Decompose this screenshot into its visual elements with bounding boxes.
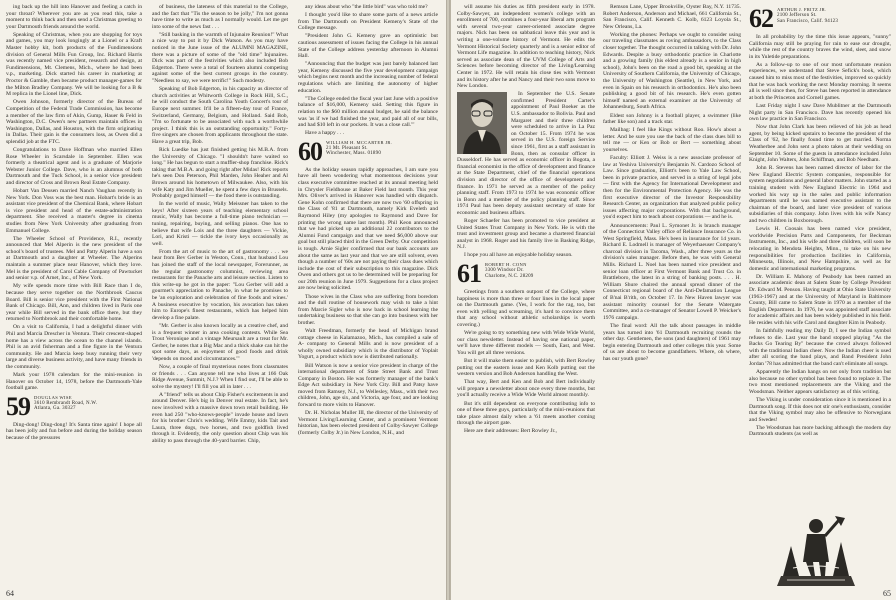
paragraph: Mailbag: I feel like Kings without Roo. How's about a letter. And be sure you use the back of the class dues bill to tell me — or Ken or Bob or Bert — something about yourselves.: [603, 127, 741, 153]
paragraph: Lewis H. Coosais has been named vice president, worldwide Precision Parts and Components, for Beckman Instruments, Inc., and his wife and three children, will soon be relocating in Mendota Heights, Minn., to take on his new responsibilities for production facilities in California, Minnesota, Illinois, and New Hampshire, as well as for domestic and international marketing programs.: [749, 226, 891, 272]
right-column-2: [603, 4, 741, 590]
paragraph: Walt Freedman, formerly the head of Michigan brand cottage cheese in Kalamazoo, Mich., has compiled a sale of A- company to General Mills and is now president of a wholly owned subsidiary which is the distributor of Yoplait Yogurt, a product which now is distributed nationally.: [298, 328, 438, 361]
paragraph: As the holiday season rapidly approaches, I am sure you have all been wondering what momentous decisions your class executive committee reached at its annual meeting held in Chrysler Fieldhouse at Baker Field last month. This year Mrs. Oliver's arrived in Hanover was handled with dispatch. Gene Kohn confirmed that there are now two '60 offspring in the Class of '81 at Dartmouth, namely Kirk Eveleth and Raymond Hiley (my apologies to Raymond and Dave for printing the wrong name last month). Phil Keon announced that we had picked up an additional 22 contributors to the Alumni Fund campaign and that we need $6,000 above our goal but still placed third in the Green Derby. Our competition is tough. Arnie Sigler confirmed that our bank accounts are about the same as last year and that we are still solvent, even though a number of '60s are not paying their class dues which include the cost of their subscription to this magazine. Dick Owen and others got us to be determined will be preparing for our 20th reunion in June 1979. Suggestions for a class project are now being solicited.: [298, 166, 438, 292]
paragraph: Have a happy . . .: [305, 130, 345, 137]
paragraph: Now that John Clark has been relieved of his job as head agent, by being kicked upstairs to become the president of the Class of '62, he finally found time to get married. Norma Weatherbee and John sent a photo taken at their wedding on September 10. Some of the guests in attendance included John Knight, John Walters, John Schiffman, and Bob Needham.: [749, 124, 891, 164]
paragraph: On a visit to California, I had a delightful dinner with Phil and Marcia Drescher in Ventura. Their crescent-shaped home has a view across the ocean to the channel islands. Phil is an avid fisherman and a fine figure in the Ventura community. He and Marcia keep busy running their very large and diverse business activity, and have many friends in the community.: [6, 324, 142, 370]
class-secretary-address: [777, 7, 838, 24]
left-col1-text: [6, 4, 142, 392]
paragraph: A "friend" tells us about Chip Fisher's excitements in and around Denver. He's big in Denver real estate. In fact, he's now involved with a massive down town retail building. He even had 250 "who-knows-people" invade house and lawn for his brother Chris's wedding. Wife Emmy, kids Tait and Laura, three dogs, two horses, and two goldfish lived through it. Evidently, the only question about Chip was his ability to pass through the 40-yard barrier. Chip,: [152, 391, 288, 444]
portrait-photo-art: [457, 92, 507, 154]
paragraph: Owen Johnson, formerly director of the Bureau of Competition of the Federal Trade Commission, has become a member of the law firm of Akin, Gump, Hauer & Feld in Washington, D.C. Owen's new partners maintain offices in Washington, Dallas, and Houston, with the firm originating in Dallas. Their gain is the consumers loss, as Owen did a splendid job at the FTC.: [6, 99, 142, 145]
paragraph: We're going to try something new with Wide Wide World, our class newsletter. Instead of having one national paper, we'll have three different models — South, East, and West. You will get all three versions.: [457, 330, 595, 356]
paragraph: The Wheeler School of Providence, R.I., recently announced that Mel Alperin is the new president of the school's board of trustees. Mel and Patty Alperin have a son at Dartmouth and a daughter at Wheeler. The Alperins maintain a summer place near Hanover, which they love. Mel is the president of Carol Cable Company of Pawtucket and senior v.p. of Arnet, Inc., of New York.: [6, 235, 142, 282]
class-heading-59: [6, 391, 142, 421]
paragraph: of business, the lateness of this material to the College, and the fact that "Tis the season to be jolly," I'm not gonna have time to write as much as I normally would. Let me get into some of the news fast . . .: [152, 4, 288, 30]
paragraph: John R. Stevens has been named director of labor for the New England Electric System companies, responsible for system negotiations and general labor matters. John started as a training student with New England Electric in 1964 and worked his way up in the sales and public information departments until he was named executive assistant to the chairman of the board, and later vice president of various subsidiaries of this company. John lives with his wife Nancy and two children in Boxborough.: [749, 165, 891, 225]
class-year-number: 60: [298, 136, 322, 166]
paragraph: Greetings from a southern outpost of the College, where happiness is more than three or four lines in the local paper on the Dartmouth game. (Yes, I work for the rag, too, but even with yelling and screaming, it's hard to convince them that any school without athletic scholarships is worth covering.): [457, 289, 595, 329]
paragraph: Faculty: Elliott J. Weiss is a new associate professor of law at Yeshiva University's Benjamin N. Cardozo School of Law. Since graduation, Elliott's been to Yale Law School, been in private practice, and served in a string of legal jobs — first with the Agency for International Development and then for the Environmental Protection Agency. He was the first executive director of the Investor Responsibility Research Center, an organization that analyzed public policy issues affecting major corporations. With that background, you'd expect him to teach about corporations — and he is.: [603, 155, 741, 221]
class-heading-61: [457, 259, 595, 289]
paragraph: I hope you all have an enjoyable holiday season.: [464, 252, 573, 259]
paragraph: In faithfully reading my Daily D, I see the Indian symbol refuses to die. Last year the band stopped playing "As the Backs Go Tearing By" because the crowd always followed with the traditional Indian cheer. Now the Indian cheer is used after all scoring the band plays, and Band President John Jordan '78 has admitted that the band can't eliminate all songs.: [749, 328, 891, 367]
paragraph: Dr. H. Nicholas Muller III, the director of the University of Vermont Living/Learning Center, and a prominent Vermont historian, has been elected president of Colby-Sawyer College (formerly Colby Jr.) in New London, N.H., and: [298, 410, 438, 436]
address-line: 21 Mt. Pleasant St.: [326, 145, 368, 151]
paragraph: Speaking of Christmas, when you are shopping for toys and games, you may look longingly at a Lionel or a Kraft Master hobby kit, both products of the Fundimensions division of General Mills Fun Group, Inc. Richard Harris was recently named vice president, research and design, at Fundimensions, Mt. Clemens, Mich., where he had been v.p., marketing. Dick started his career in marketing at Proctor & Gamble, then became product manager-games for the Milton Bradley Company. We will be looking for a B & M replica in the Lionel line, Dick.: [6, 31, 142, 98]
paragraph: In the world of music, Wally Meissner has taken to the keys! After sixteen years of teaching elementary school music, Wally has become a full-time piano technician — tuning, repairing, buying, and selling pianos. One has to believe that wife Lois and the three daughters — Vickie, Lori, and Kristi — tickle the ivory keys occasionally as well.: [152, 201, 288, 247]
paragraph: Working the phones: Perhaps we ought to consider using our traveling classmates as roving ambassadors, to the Class closer together. The thought occurred in talking with Dr. John Edwards. Despite a busy orthodontic practice in Charlotte and a growing family (his eldest already is a senior in high school), John's been on the road a good bit, speaking at the University of Southern California, the University of Chicago, the University of Washington (Seattle), in New York, and even in Spain on his research in orthodontics. He's also been publishing a good bit of his research. He's even gotten himself named an external examiner at the University of Johannesburg, South Africa.: [603, 31, 741, 111]
paragraph: "Mr. Gerber is also known locally as a creative chef, and is a frequent winner in area cooking contests. While Sea Trout Veronique and a vintage Meursault are a treat for Mr. Gerber, he notes that a Big Mac and a thick shake can hit the spot some days, as enjoyment of good foods and drink 'depends on mood and circumstances.'": [152, 322, 288, 362]
paragraph: Now, a couple of final mysterious notes from classmates or friends . . . Can anyone tell me who lives at 166 Oak Ridge Avenue, Summit, N.J.? When I find out, I'll be able to solve the mystery! I'll fill you all in later . . .: [152, 363, 288, 390]
paragraph: Apparently the Indian hangs on not only from tradition but also because no other symbol has been found to replace it. The two most mentioned replacements are the Viking and the Woodsman. Neither appears satisfactory as of this writing.: [749, 369, 891, 395]
class-secretary-name: ROBERT H. CONN: [485, 262, 527, 268]
paragraph: Rick Luedke has just finished getting his M.B.A. from the University of Chicago. "I shouldn't have waited so long." He has begun to start a muffler-shop franchise. Rick's taking that M.B.A. and going right after Midas! Rick reports he's seen Don Peterson, Phil Marden, John Heaher and Al Brown around his hometown of Milwaukee. Also, with his wife Katy and Jim Mueller, he spent a few days in Brussels. Probably gorged himself — the food there is outstanding.: [152, 146, 288, 200]
paragraph: In all probability by the time this issue appears, "sunny" California may still be praying for rain to ease our drought, while the rest of the country braves the wind, sleet, and snow in its Yuletide preparations.: [749, 34, 891, 60]
paragraph: Hobart Van Deusen married Nanch Vaughan recently in New York. Don Voss was the best man. Hobart's bride is an assistant vice president of the Chemical Bank, where Hobart is vice president and head of the estate-administration department. She received a master's degree in cinema studies from New York University after graduating from Emmanuel College.: [6, 188, 142, 234]
paragraph: From the art of music to the art of gastronomy . . . we hear from Bev Gerber in Weston, Conn., that husband Lou has joined the staff of the local newspaper, Forerunner, as the regular gastronomy columnist, reviewing area restaurants for the Panache arts and leisure section. Listen to this write-up he got in the paper: "Lou Gerber will add a gourmet's appreciation to Panache, in what he promises to be 'an exploration and celebration of fine foods and wines.' A business executive by vocation, his avocation has taken him to Europe's finest restaurants, which has helped him develop a fine palate.: [152, 248, 288, 321]
paragraph: "Announcing that the budget was just barely balanced last year, Kemeny discussed the five year development campaign which begins next month and the increasing number of federal regulations which are limiting the autonomy of higher education.: [298, 61, 438, 94]
paragraph: But it's still dependent on everyone contributing info to one of these three guys, particularly of the mini-reunions that take place almost daily when a '61 meets another coming through the airport gate.: [457, 400, 595, 427]
paragraph: That way, Bert and Ken and Bob and Bert individually will prepare a newsletter about once every three months, but you'll actually receive a Wide Wide World almost monthly.: [457, 379, 595, 399]
paragraph: Congratulations to Dave Hoffman who married Ellen Rose Wheeler in Scarsdale in September. Ellen was formerly a theatrical agent and is a graduate of Marjorie Webster Junior College. Dave, who is an alumnus of both Dartmouth and the Tuck School, is a senior vice president and director of Cross and Brown Real Estate Company.: [6, 146, 142, 186]
paragraph: will assume his duties as fifth president early in 1978. Colby-Sawyer, an independent women's college with an enrollment of 700, combines a four-year liberal arts program with several two-year career-oriented associate degree majors. Nick has been on sabbatical leave this year and is writing a one-volume history of Vermont. He edits the Vermont Historical Society quarterly and is a senior editor of Vermont Life magazine. In addition to teaching history, Nick served as associate dean of the UVM College of Arts and Sciences before becoming director of the Living/Learning Center in 1972. He will retain his close ties with Vermont and its history after he and Nancy and their two sons move to New London.: [457, 4, 595, 90]
address-line: Charlotte, N.C. 28209: [485, 273, 534, 279]
class-secretary-name: WILLIAM H. MCCARTER JR.: [326, 139, 393, 145]
address-line: Atlanta, Ga. 30327: [34, 406, 76, 412]
class-secretary-name: ARTHUR J. FRITZ JR.: [777, 7, 827, 12]
paragraph: The Viking is under consideration since it is mentioned in a Dartmouth song. If this does not stir one's enthusiasm, consider that the Viking symbol may also be offensive to Norwegians and Swedes!: [749, 396, 891, 423]
paragraph: any ideas about who "the little bird" was who told me?: [305, 4, 428, 10]
paragraph: Ding-dong! Ding-dong! It's Santa time again! I hope all has been jolly and fun before and during the holiday season because of the pressures: [6, 421, 142, 442]
address-line: 2100 Jefferson St.: [777, 12, 817, 18]
paragraph: Speaking of Bob Edgerton, in his capacity as director of church activities at Whitworth College in Rock Hill, S.C., he will conduct the South Carolina Youth Concert's tour of Europe next summer. It'll be a fifteen-day tour of France, Switzerland, Germany, Belgium, and Holland. Said Bob, "I'm so fortunate to be associated with such a worthwhile project. I think this is an outstanding opportunity." Forty-five singers are chosen from applicants throughout the state. Have a great trip, Bob.: [152, 86, 288, 145]
paragraph: As a follow-up to one of our most unfortunate reunion experiences, we understand that Steve Sefick's book, which caused him to miss most of the festivities, improved so quickly that he was back working the next Monday morning. It seems all is well since then, for Steve has been reported in attendance at both the Princeton and Cornell games.: [749, 61, 891, 101]
paragraph: Remson Lane, Upper Brookville, Oyster Bay, N.Y. 11735. Robert Anderson, Anderson and Michael, 661 California St., San Francisco, Calif. Kenneth C. Kolb, 6123 Loyola St., New Orleans, La.: [603, 4, 741, 30]
class-secretary-address: [34, 395, 97, 412]
left-column-3: [298, 4, 438, 590]
class-heading-62: [749, 4, 891, 33]
class-year-number: 59: [6, 391, 30, 421]
paragraph: In September the U.S. Senate confirmed President Carter's appointment of Paul Boeker as the U.S. ambassador to Bolivia. Paul and Margaret and their three children were scheduled to arrive in La Paz on October 15. From 1974 he was served in the U.S. foreign Service since 1961, first as a staff assistant in Bonn, then as consular officer in Dusseldorf. He has served as economic officer in Bogota, a financial economist in the office of development and finance at the State Department, chief of the financial operations division and director of the office of development and finance. In 1971 he served as a member of the policy planning staff. From 1973 to 1974 he was economic officer in Bonn and a member of the policy planning staff. Since 1974 Paul has been deputy assistant secretary of state for economic and business affairs.: [457, 91, 595, 216]
portrait-photo: [457, 92, 507, 154]
class-secretary-address: [326, 140, 392, 157]
class-secretary-name: DOUGLAS WISE: [34, 394, 72, 400]
class-year-number: 61: [457, 259, 481, 289]
paragraph: The final word: All the talk about passages in middle years has turned into '61 Dartmouth recruiting rounds the other day. Gentlemen, the sons (and daughters) of 1961 may begin entering Dartmouth and other colleges this year. Some of us are about to become grandfathers. Where, oh where, has our youth gone?: [603, 322, 741, 362]
paragraph: "President John G. Kemeny gave an optimistic but cautious assessment of issues facing the College in his annual State of the College address yesterday afternoon in Alumni Hall.: [298, 33, 438, 60]
paragraph: Dr. William E. Mahony of Peabody has been named an associate academic dean at Salem State by College President Dr. Edward M. Penson. Having taught at Ohio State University (1963-1967) and at the University of Maryland in Baltimore County, Bill came to Salem State in 1970 as a member of the English Department. In 1976, he was appointed staff associate for academic affairs and has been widely published in his field. He resides with his wife Carol and daughter Kim in Peabody.: [749, 273, 891, 326]
class-secretary-address: [485, 262, 534, 279]
right-column-3: [749, 4, 891, 504]
class-heading-60: [298, 136, 438, 166]
paragraph: ing back up the hill into Hanover and feeling a catch in your throat? Wherever you are as you read this, take a moment to think back and then send a Christmas greeting to your Dartmouth friends around the world.: [6, 4, 142, 30]
address-line: 3610 Rembrandt Road, N.W.: [34, 400, 98, 406]
page-number: 64: [6, 589, 14, 598]
right-column-1: [457, 4, 595, 590]
paragraph: But it will make them easier to publish, with Bert Rowley putting out the eastern issue and Ken Kolb putting out the western version and Bob Anderson handling the West.: [457, 358, 595, 378]
paragraph: The Woodsman has more backing although the modern day Dartmouth students (as well as: [749, 424, 891, 438]
paragraph: "Still basking in the warmth of Injunaire Reunion!" What a nice way to put it by Dick Watson. As you may have noticed in the June issue of the ALUMNI MAGAZINE, there was a picture of some of the "old time" Injunaires. Dick was part of the festivities which also included Bob Edgerton. There were a total of fourteen alumni competing against some of the best current groups in the country. "Needless to say, we were terrific!" Such modesty.: [152, 31, 288, 85]
paragraph: Mark your 1978 calendars for the mini-reunion in Hanover on October 14, 1978, before the Dartmouth-Yale football game.: [6, 372, 142, 392]
address-line: Winchester, Mass. 01890: [326, 151, 382, 157]
paragraph: Announcements: Paul L. Symonet Jr. is branch manager of the Connecticut Valley office of Reliance Insurance Co. in West Springfield, Mass. He's been in insurance for 14 years. Richard E. Lodmell is manager of Weyerhaeuser Company's charcoal division in Tacoma, Wash., after three years as the division's sales manager. Before then, he was with General Mills. Richard L. Noel has been named vice president and senior loan officer at First Vermont Bank and Trust Co. in Brattleboro, the latest in a string of banking posts. . . . H. William Shure chaired the annual spread dinner of the Connecticut regional board of the Anti-Defamation League of B'nai B'rith, on October 17. In New Haven lawyer was assistant minority counsel for the Senate Watergate Committee, and a co-manager of Senator Lowell P. Weicker's 1976 campaign.: [603, 222, 741, 321]
paragraph: Bill Watson is now a senior vice president in charge of the international department of State Street Bank and Trust Company in Boston. He was formerly manager of the bank's Edge Act subsidiary in New York City. Bill and Patsy have moved from Ramsey, N.J., to Wellesley, Mass., with their two children, John, age six, and Victoria, age four, and are looking forward to more visits to Hanover.: [298, 362, 438, 409]
page-number: 65: [883, 589, 891, 598]
address-line: San Francisco, Calif. 94123: [777, 18, 839, 24]
paragraph: Last Friday night I saw Dave Mublitner at the Dartmouth Night party in San Francisco. Dave has recently opened his own law practice in San Francisco.: [749, 102, 891, 123]
paragraph: My wife spends more time with Bill Race than I do, because they serve together on the Northbrook Caucus Board. Bill is senior vice president with the First National Bank of Chicago. Bill, Ann, and children lived in Paris one year while Bill served in the bank office there, but they returned to Northbrook and their comfortable home.: [6, 283, 142, 323]
address-line: 3300 Windsor Dr.: [485, 267, 524, 273]
left-column-1: [6, 4, 142, 590]
paragraph: Eldest son Johnny is a football player, a swimmer (like father like son) and a track star.: [603, 112, 741, 126]
paragraph: "The College ended the fiscal year last June with a positive balance of $16,000, Kemeny said. Setting this figure in relation to the $60 million annual budget, he said the balance was 'as if we had finished the year, and paid all of our bills, and had $10 left in our pockets. It was a close call.'": [298, 95, 438, 129]
woodsman-illustration-art: [773, 506, 859, 590]
left-page: [0, 0, 447, 600]
paragraph: Roger Schaefer has been promoted to vice president at United States Trust Company in New York. He is with the trust and investment group and became a chartered financial analyst in 1968. Roger and his family live in Basking Ridge, N.J.: [457, 218, 595, 251]
paragraph: Here are their addresses: Bert Rowley Jr.,: [464, 428, 557, 435]
woodsman-illustration: [773, 506, 859, 590]
left-column-2: [152, 4, 288, 590]
paragraph: I thought you'd like to share some parts of a news article from The Dartmouth on President Kemeny's State of the College message.: [298, 12, 438, 32]
paragraph: Those wives in the Class who are suffering from boredom and the dull routine of housework may wish to take a hint from Marcie Sigler who is now back in school learning the undertaking business so that she can go into business with her brother.: [298, 293, 438, 326]
class-year-number: 62: [749, 4, 773, 33]
right-page: [450, 0, 896, 600]
